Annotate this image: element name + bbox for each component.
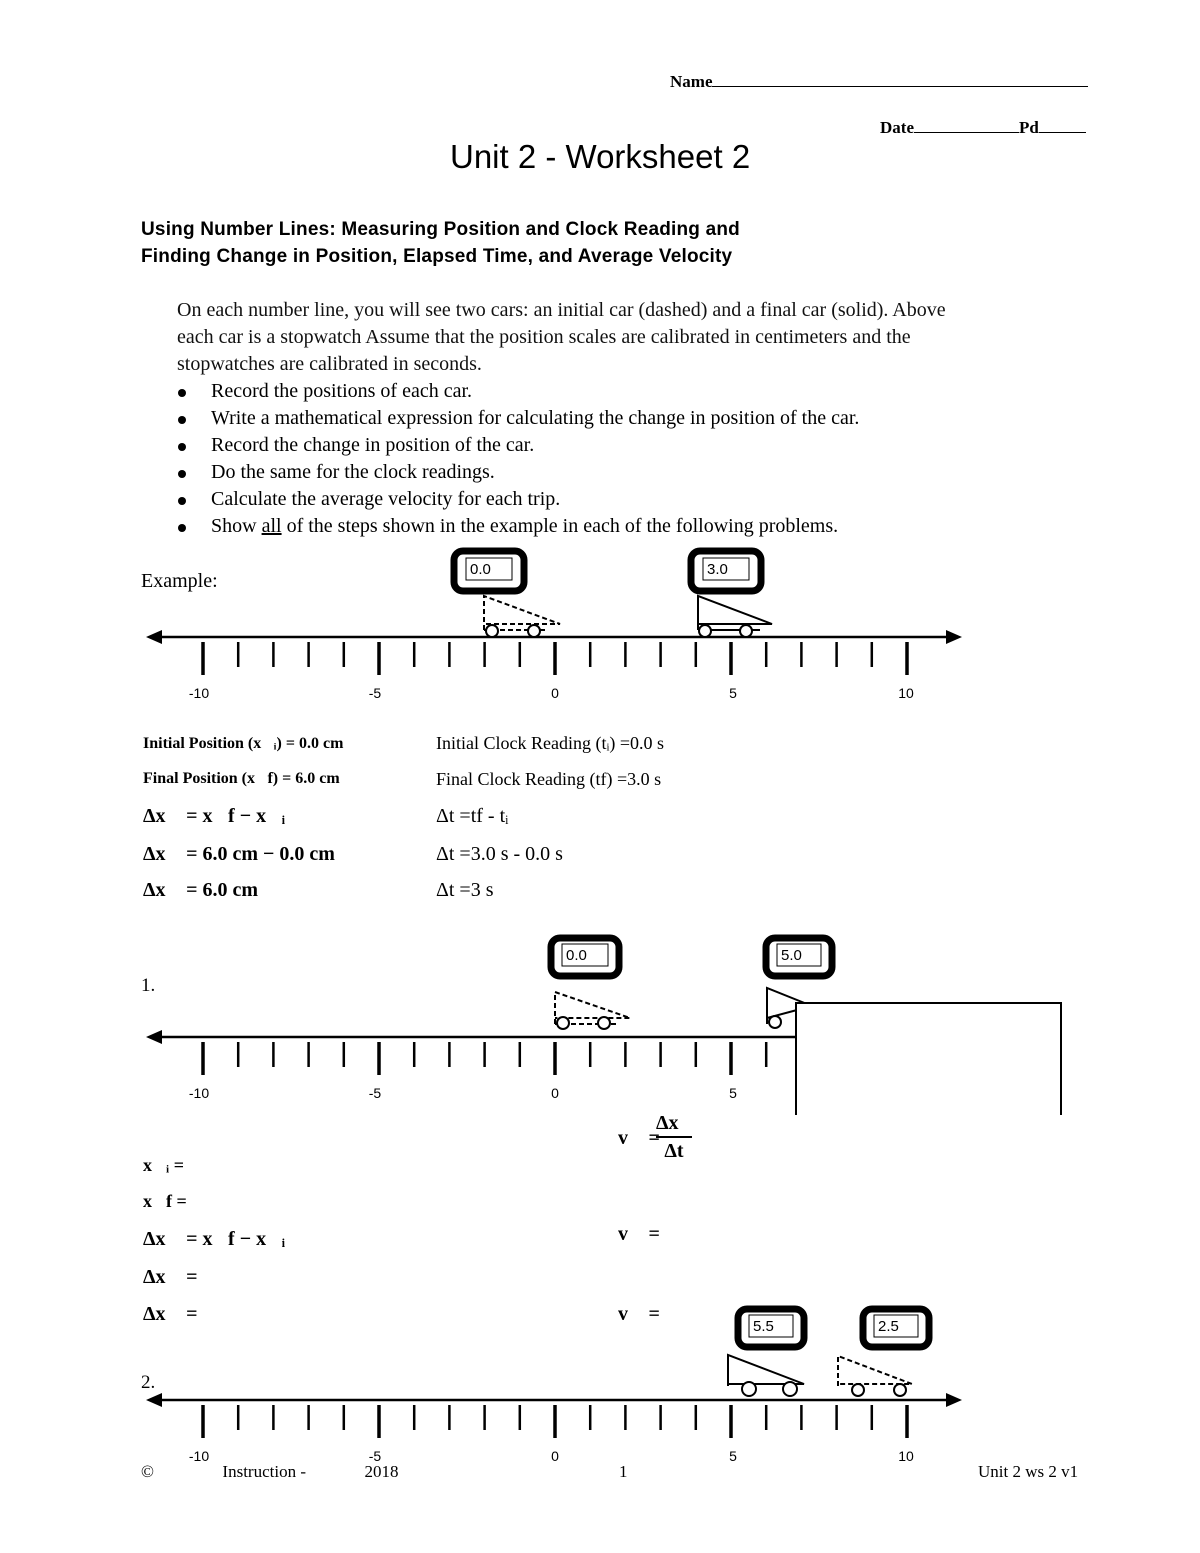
- tick-label: 5: [729, 1448, 737, 1464]
- list-item: [176, 459, 1116, 486]
- left-arrow-icon: [146, 1030, 162, 1044]
- left-arrow-icon: [146, 630, 162, 644]
- tick-label: 10: [898, 1448, 914, 1464]
- example-dx-expression: Δx⃗ = x⃗f − x⃗ᵢ: [143, 805, 286, 827]
- list-item-text: Record the change in position of the car.: [211, 434, 535, 456]
- car-initial-dashed: [555, 992, 630, 1029]
- car-wheel-icon: [699, 625, 711, 637]
- stopwatch-initial: [738, 1309, 804, 1347]
- footer-page-number: 1: [619, 1462, 628, 1481]
- example-dt-result: Δt =3 s: [436, 879, 494, 901]
- answer-box[interactable]: [796, 1003, 1061, 1115]
- problem-1-xf: x⃗f =: [143, 1191, 187, 1211]
- tick-label: -5: [368, 685, 382, 701]
- tick-marks: [203, 1405, 907, 1438]
- tick-label: -10: [188, 1085, 210, 1101]
- right-arrow-icon: [946, 1393, 962, 1407]
- bullet-icon: [178, 443, 186, 451]
- car-body: [838, 1356, 912, 1386]
- axis-group: [146, 630, 962, 701]
- stopwatch-initial: [454, 551, 524, 591]
- axis-group: [146, 1030, 800, 1101]
- problem-1-xi: x⃗ᵢ =: [143, 1155, 184, 1175]
- problem-2-number-line: [0, 1300, 1200, 1475]
- intro-line-2: each car is a stopwatch Assume that the position scales are calibrated in centimeters and the: [177, 326, 911, 348]
- stopwatch-initial: [551, 938, 619, 976]
- list-item-text-end: of the steps shown in the example in each of the following problems.: [281, 515, 839, 537]
- tick-label: -5: [368, 1448, 382, 1464]
- list-item-text: Write a mathematical expression for calculating the change in position of the car.: [211, 407, 860, 429]
- tick-label: 0: [551, 1085, 559, 1101]
- footer-year: 2018: [364, 1462, 399, 1481]
- list-item-text: Record the positions of each car.: [211, 380, 473, 402]
- car-wheel-icon: [783, 1382, 797, 1396]
- example-number-line: [0, 540, 1200, 715]
- velocity-formula-lhs: v⃗ =: [618, 1127, 660, 1149]
- pd-line: [1039, 132, 1086, 133]
- list-item: [176, 513, 1116, 540]
- fraction-numerator: Δx⃗: [656, 1110, 692, 1138]
- pd-label: Pd: [1018, 118, 1039, 137]
- bullet-icon: [178, 389, 186, 397]
- car-body: [728, 1355, 804, 1386]
- example-dx-substitution: Δx⃗ = 6.0 cm − 0.0 cm: [143, 843, 335, 865]
- list-item: [176, 378, 1116, 405]
- list-item: [176, 405, 1116, 432]
- car-wheel-icon: [769, 1016, 781, 1028]
- bullet-icon: [178, 470, 186, 478]
- tick-label: 0: [551, 1448, 559, 1464]
- tick-marks: [203, 1042, 766, 1075]
- problem-1-dx-expression: Δx⃗ = x⃗f − x⃗ᵢ: [143, 1228, 286, 1250]
- problem-1-v-line-1: v⃗ =: [618, 1223, 660, 1245]
- problem-2-label: 2.: [141, 1372, 156, 1393]
- list-item-text: Show: [211, 515, 262, 537]
- car-wheel-icon: [852, 1384, 864, 1396]
- name-line: [712, 86, 1088, 87]
- list-item-text: Calculate the average velocity for each trip.: [211, 488, 561, 510]
- axis-group: [146, 1393, 962, 1464]
- subtitle-line-2: Finding Change in Position, Elapsed Time, and Average Velocity: [141, 246, 733, 267]
- list-item: [176, 486, 1116, 513]
- fraction-denominator: Δt: [664, 1140, 684, 1162]
- example-dx-result: Δx⃗ = 6.0 cm: [143, 879, 259, 901]
- car-wheel-icon: [742, 1382, 756, 1396]
- car-final-solid: [698, 596, 772, 637]
- example-dt-substitution: Δt =3.0 s - 0.0 s: [436, 843, 563, 865]
- stopwatch-reading: 3.0: [707, 561, 728, 578]
- car-wheel-icon: [740, 625, 752, 637]
- car-body: [698, 596, 772, 630]
- car-wheel-icon: [598, 1017, 610, 1029]
- problem-1-v-line-2: v⃗ =: [618, 1303, 660, 1325]
- name-label: Name: [670, 72, 713, 91]
- example-initial-clock: Initial Clock Reading (tᵢ) =0.0 s: [436, 733, 665, 753]
- tick-labels: [189, 1085, 737, 1101]
- bullet-icon: [178, 524, 186, 532]
- footer-instruction-text: Instruction -: [222, 1462, 311, 1481]
- copyright-symbol: ©: [141, 1462, 154, 1481]
- tick-label: 10: [898, 685, 914, 701]
- list-item: [176, 432, 1116, 459]
- tick-label: -5: [368, 1085, 382, 1101]
- car-dashed: [838, 1356, 912, 1396]
- right-arrow-icon: [946, 630, 962, 644]
- stopwatch-reading: 5.0: [781, 947, 802, 964]
- car-wheel-icon: [557, 1017, 569, 1029]
- list-item-text: Do the same for the clock readings.: [211, 461, 495, 483]
- date-line: [914, 132, 1019, 133]
- car-wheel-icon: [894, 1384, 906, 1396]
- tick-labels: [189, 685, 914, 701]
- stopwatch-reading: 0.0: [470, 561, 491, 578]
- date-pd-field[interactable]: [880, 118, 1086, 138]
- footer-doc-id: Unit 2 ws 2 v1: [978, 1462, 1079, 1481]
- stopwatch-final: [691, 551, 761, 591]
- example-dt-expression: Δt =tf - tᵢ: [436, 805, 509, 827]
- name-field[interactable]: [670, 72, 1088, 92]
- car-initial-dashed: [484, 596, 560, 637]
- subtitle-line-1: Using Number Lines: Measuring Position and Clock Reading and: [141, 219, 740, 240]
- problem-1-dx-line-1: Δx⃗ =: [143, 1266, 198, 1288]
- intro-line-3: stopwatches are calibrated in seconds.: [177, 353, 482, 375]
- bullet-icon: [178, 497, 186, 505]
- intro-line-1: On each number line, you will see two cars: an initial car (dashed) and a final car (solid). Above: [177, 299, 946, 321]
- bullet-icon: [178, 416, 186, 424]
- tick-label: 5: [729, 1085, 737, 1101]
- footer-copyright: [141, 1462, 399, 1482]
- date-label: Date: [880, 118, 914, 137]
- stopwatch-reading: 2.5: [878, 1318, 899, 1335]
- stopwatch-final: [766, 938, 832, 976]
- car-wheel-icon: [486, 625, 498, 637]
- underlined-word: all: [261, 515, 282, 537]
- tick-marks: [203, 642, 907, 675]
- problem-1-dx-line-2: Δx⃗ =: [143, 1303, 198, 1325]
- car-wheel-icon: [528, 625, 540, 637]
- instruction-list: [176, 378, 1116, 540]
- tick-label: 0: [551, 685, 559, 701]
- tick-label: 5: [729, 685, 737, 701]
- problem-1-number-line: [0, 930, 1200, 1115]
- tick-label: -10: [188, 1448, 210, 1464]
- intro-paragraph: [177, 297, 1117, 378]
- example-final-position: Final Position (x⃗f) = 6.0 cm: [143, 770, 340, 787]
- stopwatch-reading: 0.0: [566, 947, 587, 964]
- example-initial-position: Initial Position (x⃗ᵢ) = 0.0 cm: [143, 735, 344, 752]
- velocity-formula-fraction: [656, 1110, 695, 1164]
- example-final-clock: Final Clock Reading (tf) =3.0 s: [436, 769, 662, 789]
- tick-label: -10: [188, 685, 210, 701]
- stopwatch-final: [863, 1309, 929, 1347]
- page-title: Unit 2 - Worksheet 2: [450, 138, 751, 175]
- problem-1-label: 1.: [141, 975, 156, 996]
- example-label: Example:: [141, 570, 218, 592]
- car-solid: [728, 1355, 804, 1396]
- stopwatch-reading: 5.5: [753, 1318, 774, 1335]
- left-arrow-icon: [146, 1393, 162, 1407]
- subtitle: [141, 216, 740, 270]
